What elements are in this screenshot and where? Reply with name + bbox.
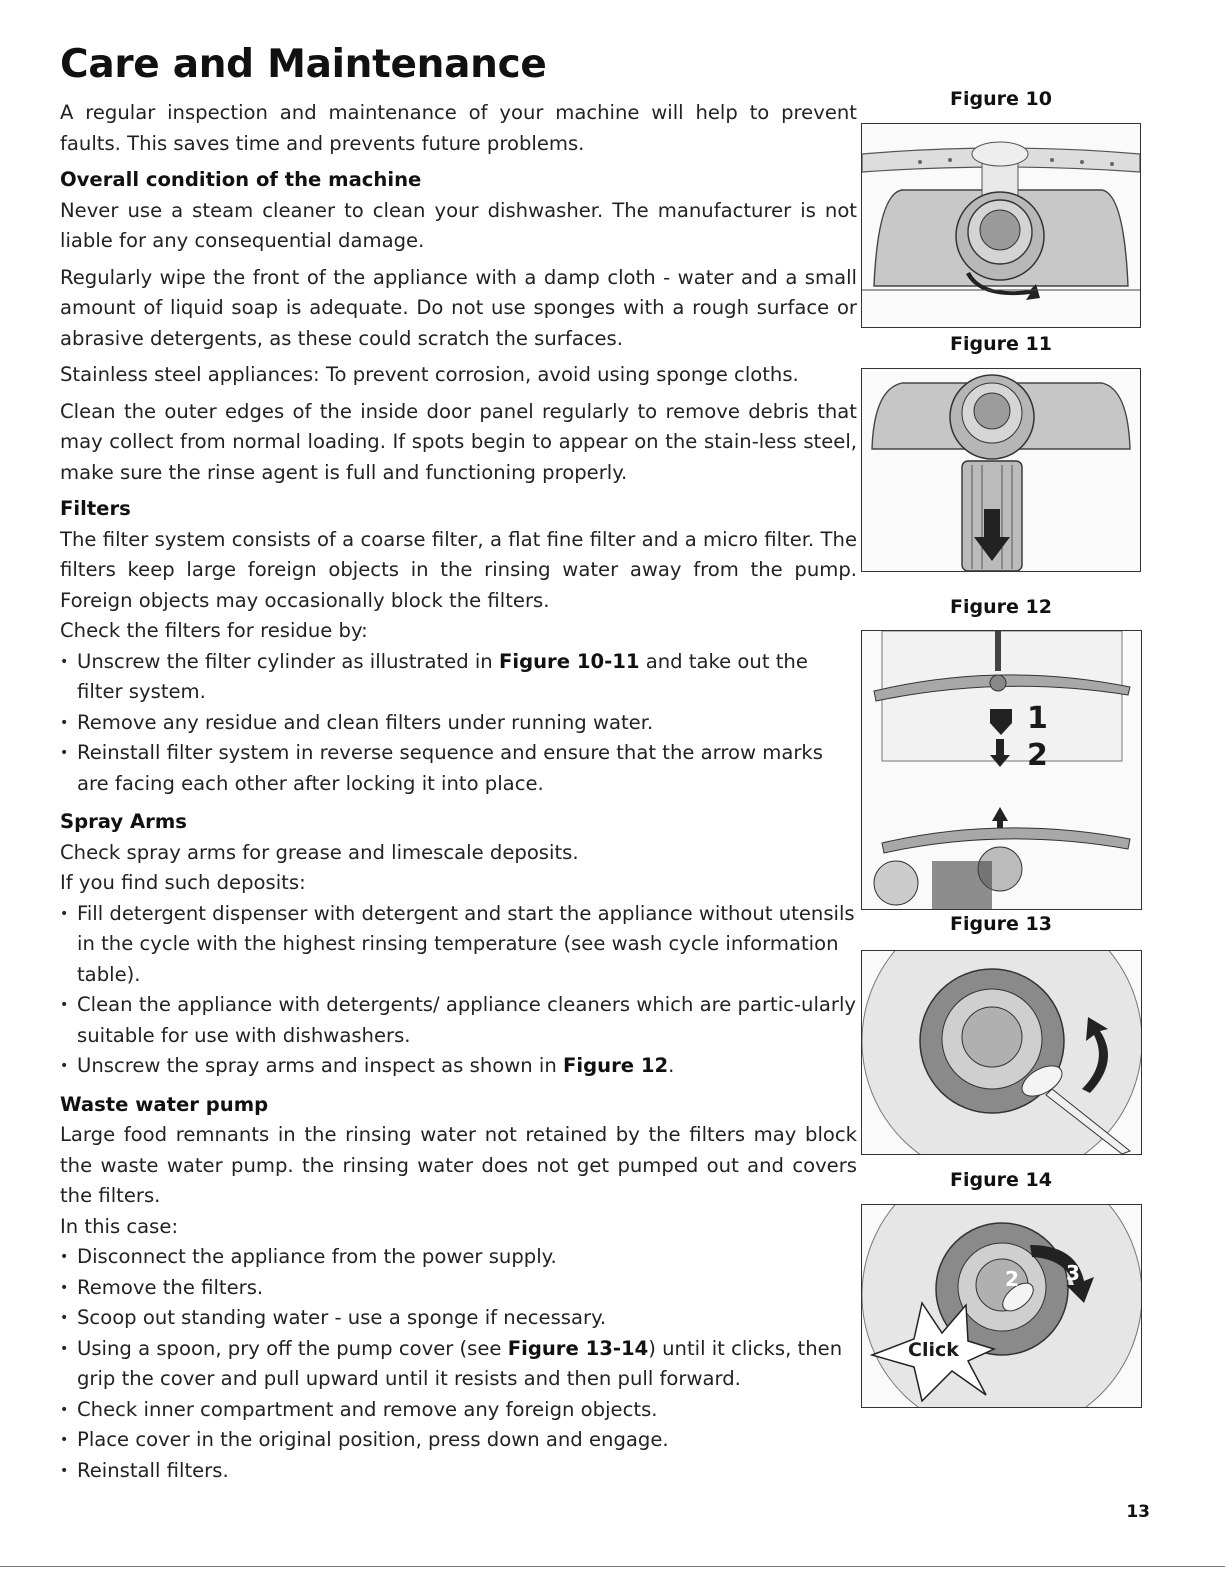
figure-14-step-3: 3 [1066,1261,1080,1285]
spray-paragraph-1: Check spray arms for grease and limescale deposits. [60,840,579,864]
list-item: • Disconnect the appliance from the power supply. [60,1242,857,1273]
figure-reference: Figure 10-11 [498,649,640,673]
list-item: • Remove any residue and clean filters under running water. [60,708,857,739]
list-item: • Reinstall filters. [60,1456,857,1487]
figure-reference: Figure 12 [563,1054,669,1077]
spray-paragraph-2: If you find such deposits: [60,871,306,894]
figure-11-label: Figure 11 [950,333,1052,355]
overall-paragraph-1: Never use a steam cleaner to clean your dishwasher. The manufacturer is not liable for any consequential damage. [60,198,857,252]
figure-13 [861,950,1142,1155]
list-item: • Place cover in the original position, press down and engage. [60,1425,857,1456]
pump-paragraph-1: Large food remnants in the rinsing water not retained by the filters may block the waste water pump. the rinsing water does not get pumped out and covers the filters. [60,1123,857,1207]
figure-10 [861,123,1141,328]
figure-10-illustration [862,124,1140,327]
spray-list [60,899,857,1082]
list-item: • Reinstall filter system in reverse sequence and ensure that the arrow marks are facing each other after locking it into place. [60,738,857,799]
list-item: • Unscrew the filter cylinder as illustrated in Figure 10-11 and take out the filter system. [60,647,857,708]
figure-14 [861,1204,1142,1408]
overall-paragraph-2: Regularly wipe the front of the appliance with a damp cloth - water and a small amount of liquid soap is adequate. Do not use sponges with a rough surface or abrasive detergents, as these could scratch the surfaces. [60,265,857,350]
filters-heading: Filters [60,497,131,520]
figure-12-label: Figure 12 [950,596,1052,618]
overall-heading: Overall condition of the machine [60,168,422,191]
filters-list [60,647,857,800]
pump-list [60,1242,857,1486]
figure-13-label: Figure 13 [950,913,1052,935]
page-number: 13 [1126,1502,1150,1522]
list-item: • Scoop out standing water - use a sponge if necessary. [60,1303,857,1334]
intro-paragraph: A regular inspection and maintenance of your machine will help to prevent faults. This saves time and prevents future problems. [60,101,857,155]
figure-12-step-1: 1 [1027,701,1048,736]
overall-paragraph-4: Clean the outer edges of the inside door panel regularly to remove debris that may collect from normal loading. If spots begin to appear on the stain-less steel, make sure the rinse agent is full and functioning properly. [60,399,857,484]
list-item: • Unscrew the spray arms and inspect as shown in Figure 12. [60,1051,857,1082]
figure-12-step-2: 2 [1027,738,1048,773]
figure-11 [861,368,1141,572]
list-item: • Fill detergent dispenser with detergent and start the appliance without utensils in the cycle with the highest rinsing temperature (see wash cycle information table). [60,899,857,991]
figure-14-illustration [862,1205,1141,1407]
figure-13-illustration [862,951,1141,1154]
figure-14-label: Figure 14 [950,1169,1052,1191]
pump-heading: Waste water pump [60,1092,269,1116]
list-item: • Using a spoon, pry off the pump cover (see Figure 13-14) until it clicks, then grip the cover and pull upward until it resists and then pull forward. [60,1334,857,1395]
list-item: • Remove the filters. [60,1273,857,1304]
filters-paragraph-2: Check the filters for residue by: [60,619,368,642]
bottom-rule [0,1566,1225,1567]
list-item: • Clean the appliance with detergents/ appliance cleaners which are partic-ularly suitable for use with dishwashers. [60,990,857,1051]
main-text [60,98,857,1494]
list-item: • Check inner compartment and remove any foreign objects. [60,1395,857,1426]
figure-14-step-2: 2 [1005,1267,1019,1291]
figure-11-illustration [862,369,1140,571]
overall-paragraph-3: Stainless steel appliances: To prevent corrosion, avoid using sponge cloths. [60,363,799,386]
page-title: Care and Maintenance [60,42,547,87]
pump-paragraph-2: In this case: [60,1214,179,1238]
spray-heading: Spray Arms [60,810,187,833]
figure-reference: Figure 13-14 [507,1336,649,1360]
figure-10-label: Figure 10 [950,88,1052,110]
figure-12-illustration [862,631,1141,909]
figure-14-click-label: Click [908,1339,959,1361]
filters-paragraph-1: The filter system consists of a coarse filter, a flat fine filter and a micro filter. The filters keep large foreign objects in the rinsing water away from the pump. Foreign objects may occasionally block the filters. [60,527,857,612]
figure-12 [861,630,1142,910]
